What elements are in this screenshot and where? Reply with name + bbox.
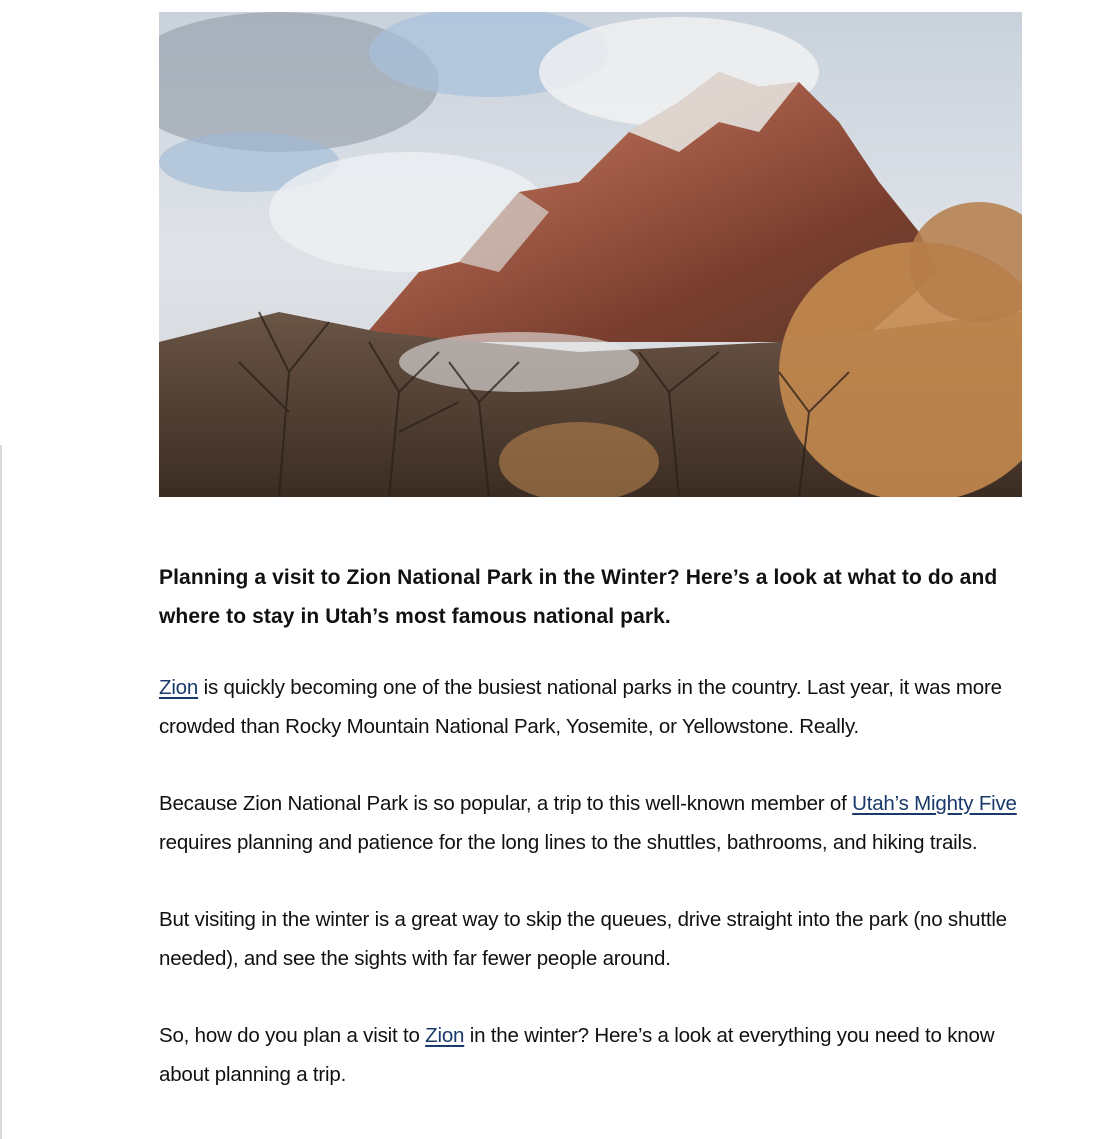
mountain-photo-illustration xyxy=(159,12,1022,497)
paragraph-text: So, how do you plan a visit to xyxy=(159,1024,426,1047)
paragraph-text: Because Zion National Park is so popular, a trip to this well-known member of xyxy=(159,792,853,815)
utahs-mighty-five-link[interactable]: Utah’s Mighty Five xyxy=(852,792,1017,815)
paragraph-3: But visiting in the winter is a great way to skip the queues, drive straight into the park (no shuttle needed), and see the sights with far fewer people around. xyxy=(159,908,1007,970)
paragraph-text: is quickly becoming one of the busiest national parks in the country. Last year, it was more crowded than Rocky Mountain National Park, Yosemite, or Yellowstone. Really. xyxy=(159,676,1002,738)
hero-image xyxy=(159,12,1022,497)
zion-link[interactable]: Zion xyxy=(159,676,199,699)
article-lead: Planning a visit to Zion National Park in the Winter? Here’s a look at what to do and where to stay in Utah’s most famous national park. xyxy=(159,566,998,628)
paragraph-1 xyxy=(159,669,1029,746)
paragraph-text: in the winter? Here’s a look at everything you need to know about planning a trip. xyxy=(159,1024,995,1086)
paragraph-4 xyxy=(159,1017,1029,1094)
paragraph-text: requires planning and patience for the long lines to the shuttles, bathrooms, and hiking trails. xyxy=(159,830,978,854)
page-edge-divider xyxy=(0,445,2,1139)
article-body xyxy=(159,558,1029,1133)
zion-link[interactable]: Zion xyxy=(425,1024,465,1047)
paragraph-2 xyxy=(159,785,1029,862)
